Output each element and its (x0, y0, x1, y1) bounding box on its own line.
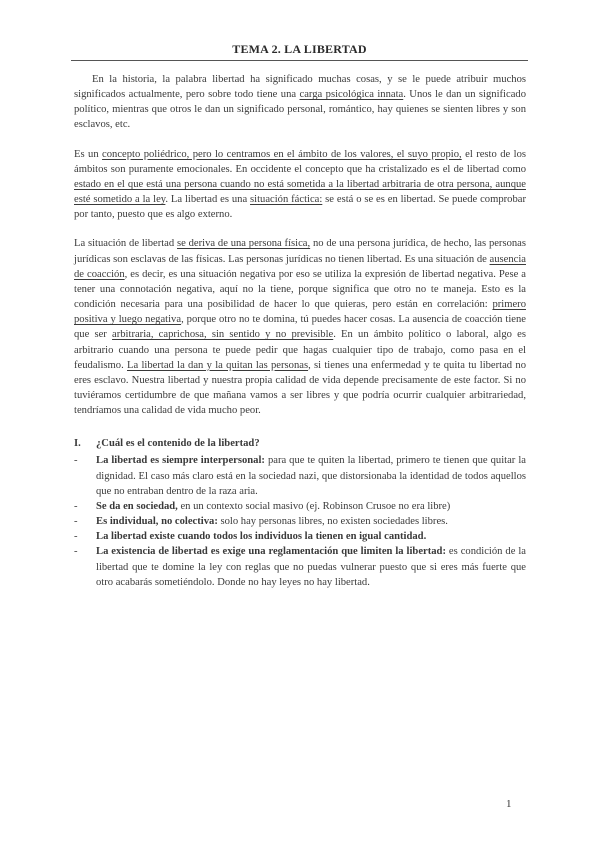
underlined-text: La libertad la dan y la quitan las personas (127, 359, 309, 371)
item-text: es condición de la libertad que te domine la ley con reglas que no puedas vulnerar puesto que si eres más fuerte que otro acabarás sometiéndolo. Donde no hay leyes no hay libertad. (96, 546, 527, 588)
list-dash: - (74, 455, 78, 467)
list-item (74, 529, 526, 544)
text-run: Es un (74, 148, 103, 160)
underlined-text: estado en el que está una persona cuando no está sometida a la libertad arbitraria de otra persona, aunque esté sometido a la ley (74, 178, 526, 206)
document-body (74, 72, 526, 590)
text-run: La situación de libertad (74, 238, 177, 250)
paragraph-2 (74, 147, 526, 223)
list-item (74, 514, 526, 529)
underlined-text: carga psicológica innata (299, 89, 404, 101)
list-dash: - (74, 546, 78, 558)
text-run: el resto de los ámbitos son puramente emocionales. En occidente el concepto que ha cristalizado es el de libertad como (74, 148, 526, 175)
paragraph-3 (74, 236, 526, 418)
underlined-text: concepto poliédrico, pero lo centramos en el ámbito de los valores, el suyo propio, (102, 148, 462, 160)
underlined-text: arbitraria, caprichosa, sin sentido y no previsible (112, 329, 334, 341)
text-run: . Unos le dan un significado político, mientras que otros le dan un significado personal, romántico, hay quienes se sienten libres y son esclavos, etc. (74, 89, 526, 131)
text-run: no de una persona jurídica, de hecho, las personas jurídicas son esclavas de las físicas. Las personas jurídicas no tienen libertad. Es una situación de (74, 238, 527, 265)
item-lead: Se da en sociedad, (96, 500, 178, 512)
document-title: TEMA 2. LA LIBERTAD (232, 42, 367, 56)
page-number: 1 (506, 798, 512, 810)
list-item (74, 499, 526, 514)
section-number: I. (74, 438, 81, 450)
text-run: . En un ámbito político o laboral, algo es arbitrario cuando una persona te puede pedir que hagas cualquier tipo de trabajo, como pasa en el feudalismo. (74, 329, 526, 371)
paragraph-1 (74, 72, 526, 133)
underlined-text: primero positiva y luego negativa (74, 299, 526, 326)
item-text: solo hay personas libres, no existen sociedades libres. (217, 516, 448, 528)
content-list (74, 453, 526, 589)
list-dash: - (74, 500, 78, 512)
item-lead: La existencia de libertad es exige una reglamentación que limiten la libertad: (96, 546, 446, 558)
text-run: , porque otro no te domina, tú puedes hacer cosas. La ausencia de coacción tiene que ser (74, 314, 526, 341)
text-run: , es decir, es una situación negativa por eso se utiliza la expresión de libertad negativa. Pese a tener una connotación negativa, aquí no la tiene, porque significa que otro no te maneja. Esto es la condición necesaria para una posibilidad de hacer lo que quieras, pero están en correlación: (74, 268, 526, 311)
text-run: . La libertad es una (165, 194, 251, 206)
list-dash: - (74, 516, 78, 528)
item-lead: Es individual, no colectiva: (96, 516, 218, 528)
section-title: ¿Cuál es el contenido de la libertad? (96, 438, 260, 450)
text-run: En la historia, la palabra libertad ha significado muchas cosas, y se le puede atribuir muchos significados actualmente, pero sobre todo tiene una (74, 74, 526, 101)
underlined-text: se deriva de una persona física, (177, 238, 311, 250)
item-lead: La libertad es siempre interpersonal: (96, 455, 265, 467)
text-run: , si tienes una enfermedad y te quita tu libertad no eres esclavo. Nuestra libertad y nuestra propia calidad de vida depende precisamente de este factor. Si no tuviéramos certidumbre de que mañana vamos a ser libres y que podría ocurrir cualquier arbitrariedad, tendríamos una calidad de vida mucho peor. (74, 359, 526, 417)
section-heading (74, 436, 526, 451)
item-text: en un contexto social masivo (ej. Robinson Crusoe no era libre) (177, 500, 451, 512)
item-text: para que te quiten la libertad, primero te tienen que quitar la dignidad. El caso más claro está en la sociedad nazi, que distorsionaba la identidad de todos aquellos que no entraban dentro de la raza aria. (96, 455, 526, 497)
list-dash: - (74, 531, 78, 543)
list-item (74, 453, 526, 498)
list-item (74, 544, 526, 589)
text-run: se está o se es en libertad. Se puede comprobar por tanto, puesto que es algo externo. (74, 194, 526, 221)
title-rule (71, 60, 528, 61)
item-lead: La libertad existe cuando todos los individuos la tienen en igual cantidad. (96, 531, 427, 543)
underlined-text: ausencia de coacción (74, 253, 526, 280)
underlined-text: situación fáctica: (250, 194, 323, 206)
